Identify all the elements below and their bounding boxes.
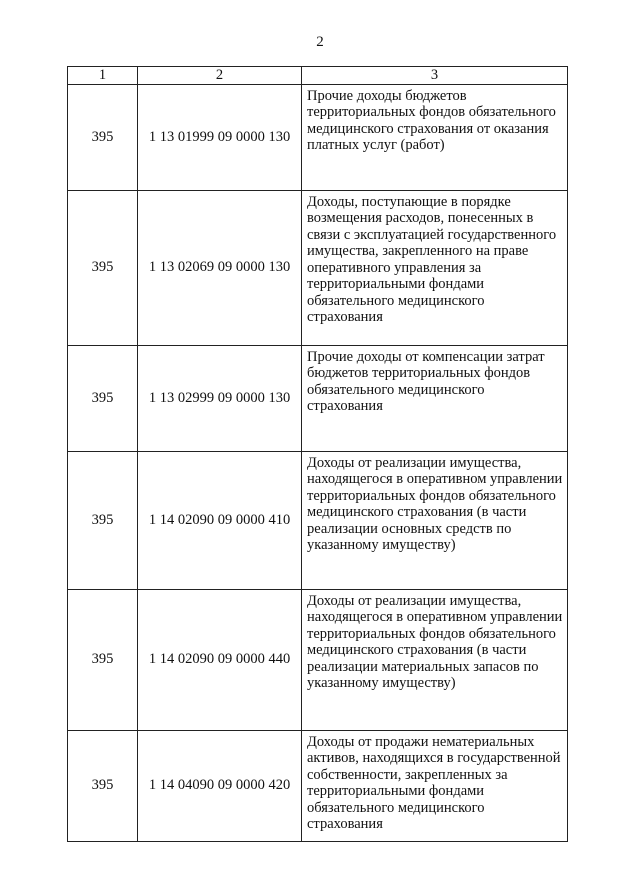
column-header-3: 3 [302, 67, 568, 85]
income-description-cell: Доходы от продажи нематериальных активов, находящихся в государственной собственности, закрепленных за территориальными фондами обязательного медицинского страхования [302, 730, 568, 841]
income-description-cell: Прочие доходы бюджетов территориальных фондов обязательного медицинского страхования от оказания платных услуг (работ) [302, 84, 568, 190]
income-code-cell: 1 14 02090 09 0000 410 [138, 451, 302, 589]
admin-code-cell: 395 [68, 451, 138, 589]
column-header-2: 2 [138, 67, 302, 85]
income-code-cell: 1 13 02999 09 0000 130 [138, 345, 302, 451]
income-description-cell: Доходы от реализации имущества, находящегося в оперативном управлении территориальных фондов обязательного медицинского страхования (в части реализации материальных запасов по указанному имуществу) [302, 589, 568, 730]
table-row [68, 190, 568, 345]
page-number: 2 [316, 34, 324, 50]
admin-code-cell: 395 [68, 589, 138, 730]
income-code-cell: 1 13 02069 09 0000 130 [138, 190, 302, 345]
income-code-cell: 1 14 02090 09 0000 440 [138, 589, 302, 730]
income-description-cell: Доходы, поступающие в порядке возмещения расходов, понесенных в связи с эксплуатацией государственного имущества, закрепленного на праве оперативного управления за территориальными фондами обязательного медицинского страхования [302, 190, 568, 345]
table-row [68, 345, 568, 451]
admin-code-cell: 395 [68, 345, 138, 451]
income-codes-table [67, 66, 568, 842]
admin-code-cell: 395 [68, 730, 138, 841]
table-row [68, 84, 568, 190]
income-code-cell: 1 13 01999 09 0000 130 [138, 84, 302, 190]
income-code-cell: 1 14 04090 09 0000 420 [138, 730, 302, 841]
income-description-cell: Прочие доходы от компенсации затрат бюджетов территориальных фондов обязательного медицинского страхования [302, 345, 568, 451]
admin-code-cell: 395 [68, 84, 138, 190]
column-header-1: 1 [68, 67, 138, 85]
table-header-row [68, 67, 568, 85]
table-row [68, 730, 568, 841]
table-row [68, 451, 568, 589]
table-row [68, 589, 568, 730]
admin-code-cell: 395 [68, 190, 138, 345]
income-description-cell: Доходы от реализации имущества, находящегося в оперативном управлении территориальных фондов обязательного медицинского страхования (в части реализации основных средств по указанному имуществу) [302, 451, 568, 589]
